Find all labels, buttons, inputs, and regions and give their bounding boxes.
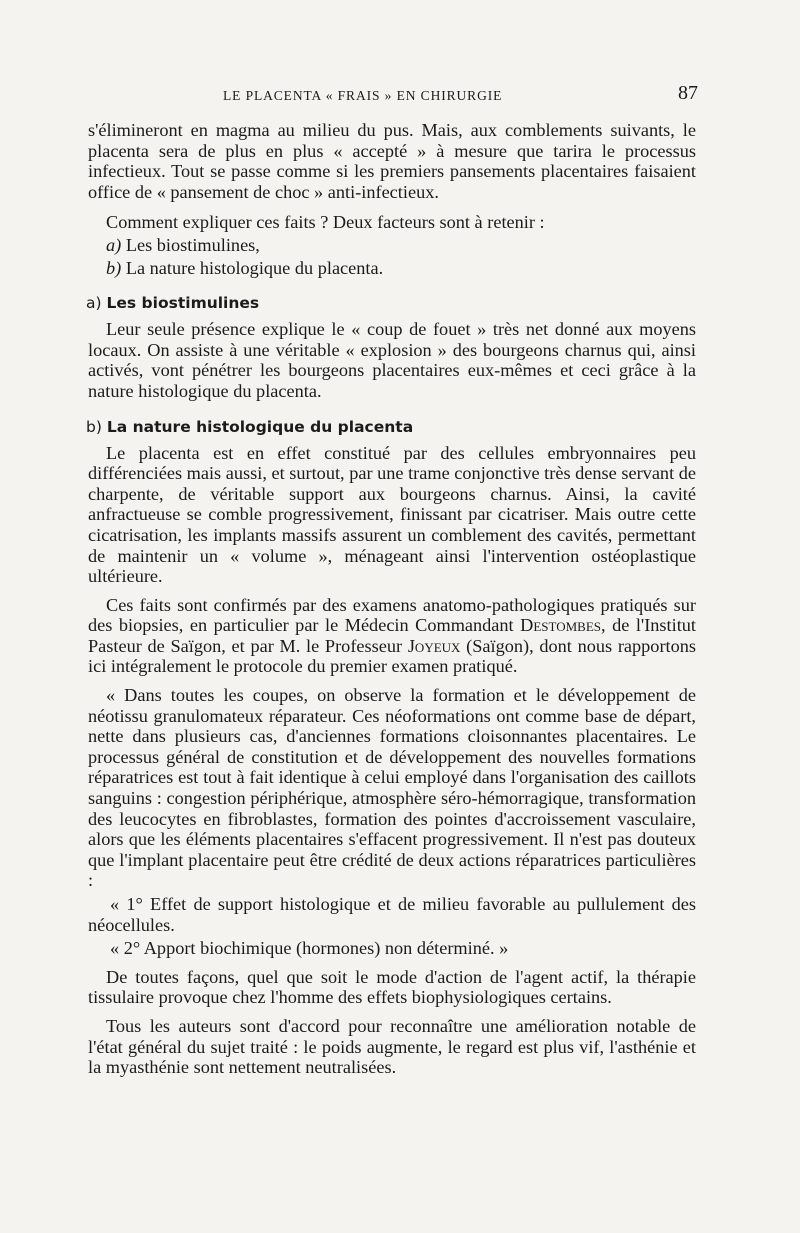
main-text <box>88 120 696 1078</box>
section-heading-a-letter: a) <box>86 294 102 313</box>
author-name-destombes: Destombes <box>520 615 602 636</box>
paragraph-4: Le placenta est en effet constitué par des cellules embryonnaires peu différenciées mais aussi, et surtout, par une trame conjonctive très dense servant de charpente, de véritable support aux bourgeons charnus. Ainsi, la cavité anfractueuse se comble progressivement, finissant par cicatriser. Mais outre cette cicatrisation, les implants massifs assurent un comblement des cavités, permettant de maintenir un « volume », ménageant ainsi l'intervention ostéoplastique ultérieure. <box>88 442 696 587</box>
paragraph-5-part-3: (Saïgon), dont nous rapportons ici intégralement le protocole du premier examen pratiqué. <box>88 635 697 677</box>
list-item-a-text: Les biostimulines, <box>125 234 260 255</box>
paragraph-1: s'élimineront en magma au milieu du pus. Mais, aux comblements suivants, le placenta sera de plus en plus « accepté » à mesure que tarira le processus infectieux. Tout se passe comme si les premiers pansements placentaires faisaient office de « pansement de choc » anti-infectieux. <box>88 120 696 202</box>
section-heading-b-title: La nature histologique du placenta <box>106 417 414 436</box>
paragraph-3: Leur seule présence explique le « coup de fouet » très net donné aux moyens locaux. On assiste à une véritable « explosion » des bourgeons charnus qui, ainsi activés, vont pénétrer les bourgeons placentaires eux-mêmes et ceci grâce à la nature histologique du placenta. <box>88 319 696 401</box>
paragraph-5-part-2: , de l'Institut Pasteur de Saïgon, et par M. le Professeur <box>88 615 697 656</box>
section-heading-a <box>86 293 696 313</box>
running-title: LE PLACENTA « FRAIS » EN CHIRURGIE <box>223 88 503 103</box>
section-heading-b-letter: b) <box>86 417 102 436</box>
list-item-a-label: a) <box>106 234 122 255</box>
section-heading-a-title: Les biostimulines <box>106 294 260 313</box>
paragraph-5-part-1: Ces faits sont confirmés par des examens anatomo-pathologiques pratiqués sur des biopsies, en particulier par le Médecin Commandant <box>88 594 696 636</box>
paragraph-8: Tous les auteurs sont d'accord pour reconnaître une amélioration notable de l'état général du sujet traité : le poids augmente, le regard est plus vif, l'asthénie et la myasthénie sont nettement neutralisées. <box>88 1015 696 1078</box>
quote-point-2: « 2° Apport biochimique (hormones) non déterminé. » <box>110 938 509 959</box>
paragraph-5 <box>88 595 696 677</box>
author-name-joyeux: Joyeux <box>407 635 461 656</box>
section-heading-b <box>86 417 696 437</box>
list-item-b-text: La nature histologique du placenta. <box>125 257 384 278</box>
paragraph-7: De toutes façons, quel que soit le mode d'action de l'agent actif, la thérapie tissulaire provoque chez l'homme des effets biophysiologiques certains. <box>88 966 696 1008</box>
paragraph-6-quote: « Dans toutes les coupes, on observe la formation et le développement de néotissu granulomateux réparateur. Ces néoformations ont comme base de départ, nette dans plusieurs cas, d'anciennes formations cloisonnantes placentaires. Le processus général de constitution et de développement des nouvelles formations réparatrices est tout à fait identique à celui employé dans l'organisation des caillots sanguins : congestion périphérique, atmosphère séro-hémorragique, transformation des leucocytes en fibroblastes, formation des pointes d'accroissement vasculaire, alors que les éléments placentaires s'effacent progressivement. Il n'est pas douteux que l'implant placentaire peut être crédité de deux actions réparatrices particulières : <box>88 685 696 891</box>
quote-point-1: « 1° Effet de support histologique et de milieu favorable au pullulement des néocellules. <box>88 894 696 935</box>
list-item-b-label: b) <box>106 257 122 278</box>
list-item-b <box>106 258 696 279</box>
list-item-a <box>106 235 696 256</box>
page-number: 87 <box>678 82 698 104</box>
paragraph-2: Comment expliquer ces faits ? Deux facteurs sont à retenir : <box>106 212 545 233</box>
running-head <box>88 82 698 108</box>
